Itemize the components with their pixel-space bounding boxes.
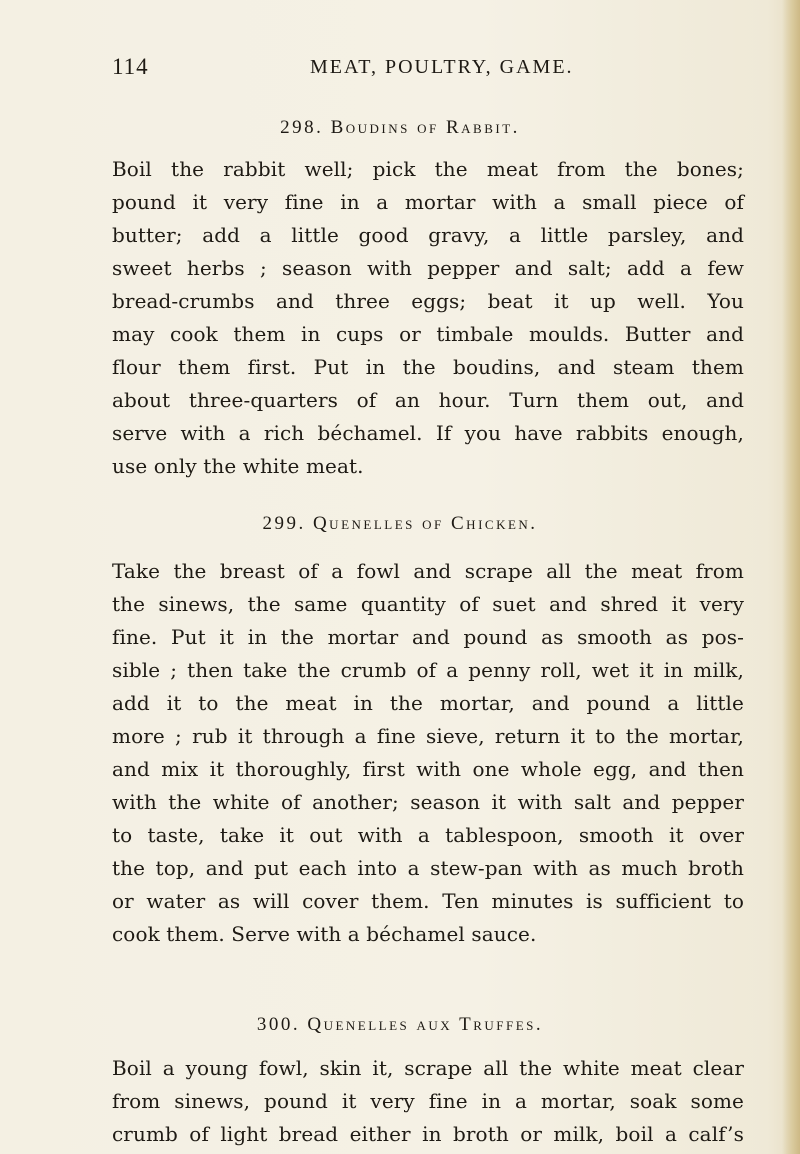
section-title-299: 299. Quenelles of Chicken. [262, 513, 538, 534]
page-edge-shadow [782, 0, 800, 1154]
text-line: bread-crumbs and three eggs; beat it up well. You [112, 289, 744, 313]
section-body-298 [112, 153, 744, 483]
text-line: more ; rub it through a fine sieve, return it to the mortar, [112, 724, 744, 748]
text-line: fine. Put it in the mortar and pound as smooth as pos- [112, 625, 744, 649]
text-line: or water as will cover them. Ten minutes is sufficient to [112, 889, 744, 913]
text-line: Take the breast of a fowl and scrape all the meat from [112, 559, 744, 583]
text-line: Boil the rabbit well; pick the meat from the bones; [112, 157, 744, 181]
running-head: MEAT, POULTRY, GAME. [310, 56, 574, 78]
text-line: pound it very fine in a mortar with a small piece of [112, 190, 744, 214]
text-line: sweet herbs ; season with pepper and salt; add a few [112, 256, 744, 280]
text-line: add it to the meat in the mortar, and pound a little [112, 691, 744, 715]
text-line: flour them first. Put in the boudins, and steam them [112, 355, 744, 379]
section-body-300 [112, 1052, 744, 1151]
text-line: butter; add a little good gravy, a little parsley, and [112, 223, 744, 247]
text-line: use only the white meat. [112, 454, 364, 478]
text-line: cook them. Serve with a béchamel sauce. [112, 922, 537, 946]
text-line: may cook them in cups or timbale moulds. Butter and [112, 322, 744, 346]
text-line: about three-quarters of an hour. Turn them out, and [112, 388, 744, 412]
page-header [112, 54, 732, 84]
text-line: with the white of another; season it with salt and pepper [112, 790, 744, 814]
text-line: to taste, take it out with a tablespoon, smooth it over [112, 823, 744, 847]
text-line: and mix it thoroughly, first with one whole egg, and then [112, 757, 744, 781]
page-number: 114 [112, 54, 149, 79]
section-body-299 [112, 555, 744, 951]
text-line: from sinews, pound it very fine in a mortar, soak some [112, 1089, 744, 1113]
text-line: the top, and put each into a stew-pan with as much broth [112, 856, 744, 880]
section-title-298: 298. Boudins of Rabbit. [280, 117, 520, 138]
text-line: sible ; then take the crumb of a penny roll, wet it in milk, [112, 658, 744, 682]
text-line: Boil a young fowl, skin it, scrape all the white meat clear [112, 1056, 744, 1080]
section-title-300: 300. Quenelles aux Truffes. [256, 1014, 544, 1035]
text-line: crumb of light bread either in broth or milk, boil a calf’s [112, 1122, 744, 1146]
text-line: the sinews, the same quantity of suet and shred it very [112, 592, 744, 616]
text-line: serve with a rich béchamel. If you have rabbits enough, [112, 421, 744, 445]
